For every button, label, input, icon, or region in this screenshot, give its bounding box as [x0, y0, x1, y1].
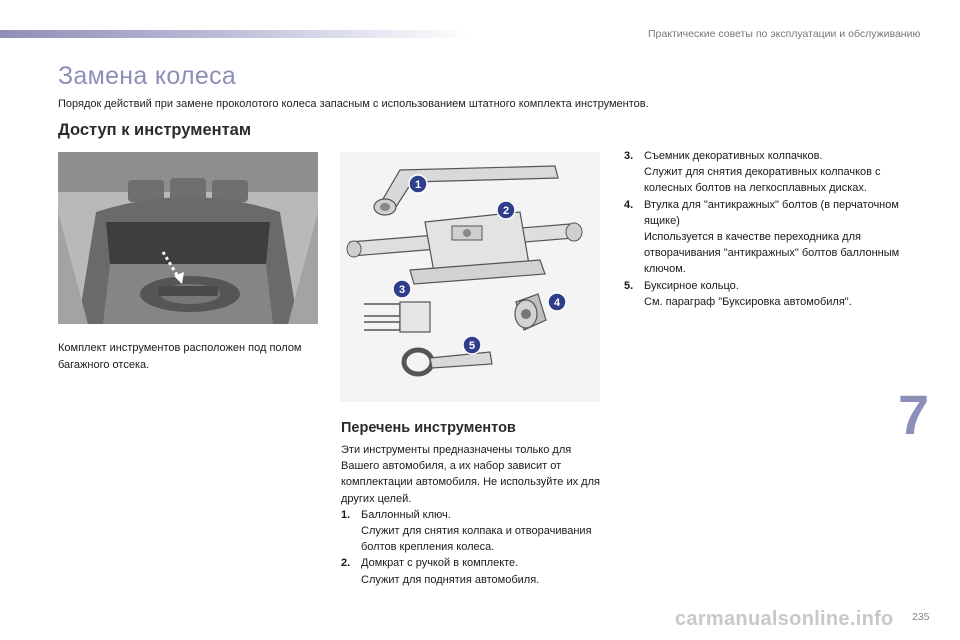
- tools-intro: Эти инструменты предназначены только для Вашего автомобиля, а их набор зависит от комплектации автомобиля. Не используйте их для других целей.: [341, 444, 600, 505]
- tool-item-1: [341, 507, 611, 556]
- running-header: Практические советы по эксплуатации и обслуживанию: [648, 28, 921, 40]
- tool-item-4: [624, 197, 904, 278]
- tools-heading: Перечень инструментов: [341, 420, 516, 436]
- page-number: 235: [912, 611, 930, 623]
- tool-number: 1.: [341, 508, 351, 521]
- tool-item-2: [341, 555, 611, 587]
- tool-description: Служит для снятия колпака и отворачивания болтов крепления колеса.: [361, 525, 592, 554]
- watermark: carmanualsonline.info: [675, 608, 894, 630]
- tools-list-continued: [624, 148, 904, 310]
- tool-description: См. параграф "Буксировка автомобиля".: [644, 295, 852, 308]
- callout-5: [463, 336, 481, 354]
- tool-item-3: [624, 148, 904, 197]
- tool-description: Служит для поднятия автомобиля.: [361, 573, 540, 586]
- tools-text: [341, 442, 611, 588]
- tool-name: Втулка для "антикражных" болтов (в перчаточном ящике): [644, 198, 899, 227]
- tool-name: Буксирное кольцо.: [644, 279, 739, 292]
- callout-4: [548, 293, 566, 311]
- tool-name: Съемник декоративных колпачков.: [644, 150, 823, 162]
- callout-2: [497, 201, 515, 219]
- svg-text:5: 5: [468, 340, 476, 352]
- intro-text: Порядок действий при замене проколотого колеса запасным с использованием штатного комплекта инструментов.: [58, 98, 649, 110]
- svg-text:1: 1: [414, 179, 422, 191]
- callout-3: [393, 280, 411, 298]
- svg-text:4: 4: [553, 297, 561, 309]
- callout-1: [409, 175, 427, 193]
- tools-figure: [340, 152, 600, 402]
- tool-description: Используется в качестве переходника для отворачивания "антикражных" болтов баллонным ключом.: [644, 231, 900, 276]
- tool-number: 3.: [624, 150, 634, 162]
- section-heading: Доступ к инструментам: [58, 121, 252, 139]
- tool-description: Служит для снятия декоративных колпачков с колесных болтов на легкосплавных дисках.: [644, 166, 881, 195]
- trunk-caption: Комплект инструментов расположен под полом багажного отсека.: [58, 342, 302, 371]
- tools-illustration: [340, 152, 600, 402]
- trunk-illustration: [58, 152, 318, 324]
- tool-number: 4.: [624, 198, 634, 211]
- svg-text:2: 2: [502, 205, 510, 217]
- tool-name: Домкрат с ручкой в комплекте.: [361, 557, 519, 570]
- trunk-photo: [58, 152, 318, 324]
- tool-item-5: [624, 278, 904, 310]
- tool-name: Баллонный ключ.: [361, 508, 451, 521]
- chapter-number: 7: [898, 383, 930, 446]
- svg-text:3: 3: [398, 284, 406, 296]
- page-title: Замена колеса: [58, 62, 237, 90]
- tool-number: 5.: [624, 279, 634, 292]
- header-accent-bar: [0, 30, 470, 38]
- tool-number: 2.: [341, 557, 351, 570]
